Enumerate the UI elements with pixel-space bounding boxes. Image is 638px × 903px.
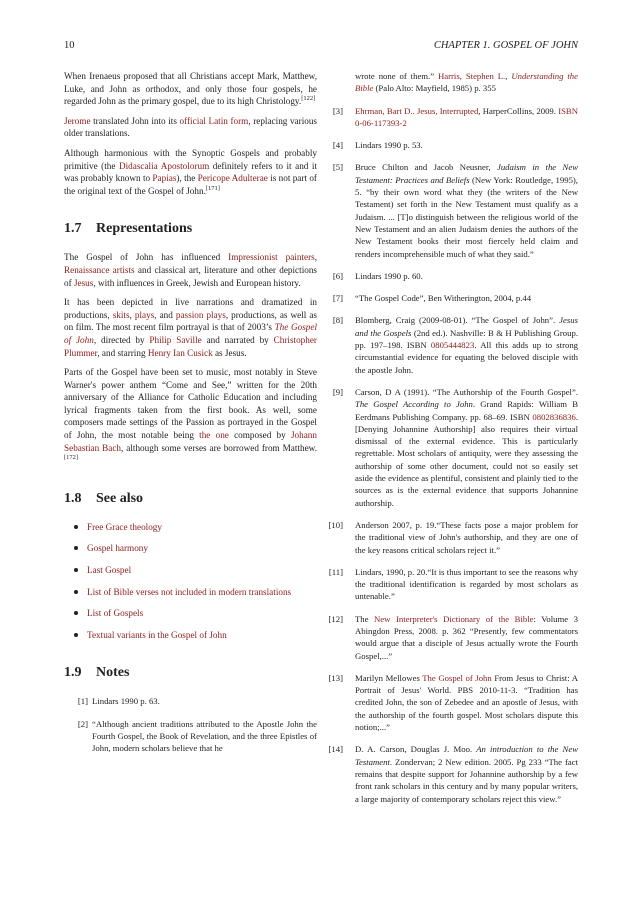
note-11: [11] Lindars, 1990, p. 20.“It is thus important to see the reasons why the traditional identification is regarded by most scholars as untenable.” [328, 566, 578, 602]
bullet-icon [74, 633, 78, 637]
see-also-link[interactable]: Gospel harmony [87, 543, 148, 554]
see-also-list [64, 521, 317, 642]
note-13: [13] Marilyn Mellowes The Gospel of John From Jesus to Christ: A Portrait of Jesus' World. PBS 2010-11-3. “Tradition has credited John, the son of Zebedee and an apostle of Jesus, with the authorship of the fourth gospel. Most scholars dispute this notion;...” [328, 672, 578, 733]
note-5: [5] Bruce Chilton and Jacob Neusner, Judaism in the New Testament: Practices and Beliefs (New York: Routledge, 1995), 5. “by their own word what they (the writers of the New Testament) set forth in the New Testament must qualify as a Judaism. ... [T]o distinguish between the religious world of the New Testament and an alien Judaism denies the authors of the New Testament books their most fiercely held claim and renders incomprehensible much of what they said.” [332, 162, 578, 259]
note-4: [4] Lindars 1990 p. 53. [332, 140, 423, 151]
link-ehrman[interactable]: Ehrman, Bart D.. Jesus, Interrupted [355, 105, 479, 116]
intro-paragraph-1: When Irenaeus proposed that all Christians accept Mark, Matthew, Luke, and John as orthodox, and only those four gospels, he regarded John as the primary gospel, due to its high Christology.[122] [64, 71, 317, 107]
representations-paragraph-1: The Gospel of John has influenced Impressionist painters, Renaissance artists and classical art, literature and other depictions of Jesus, with influences in Greek, Jewish and European history. [64, 252, 318, 288]
representations-paragraph-2: It has been depicted in live narrations and dramatized in productions, skits, plays, and passion plays, productions, as well as on film. The most recent film portrayal is that of 2003’s The Gospel of John, directed by Philip Saville and narrated by Christopher Plummer, and starring Henry Ian Cusick as Jesus. [64, 297, 317, 358]
link-new-interpreters-dictionary[interactable]: New Interpreter's Dictionary of the Bible [374, 613, 534, 624]
see-also-link[interactable]: List of Gospels [87, 608, 144, 619]
link-bach[interactable]: Johann Sebastian Bach [64, 430, 317, 453]
note-2-continued: wrote none of them.” Harris, Stephen L., Understanding the Bible (Palo Alto: Mayfield, 1985) p. 355 [355, 71, 578, 94]
note-1: [1] Lindars 1990 p. 63. [77, 696, 160, 707]
link-impressionist-painters[interactable]: Impressionist painters [228, 252, 315, 263]
link-christopher-plummer[interactable]: Christopher Plummer [64, 334, 317, 358]
link-papias[interactable]: Papias [152, 173, 177, 184]
link-jerome[interactable]: Jerome [64, 115, 91, 126]
link-isbn[interactable]: ISBN 0-06-117393-2 [355, 105, 578, 128]
intro-paragraph-2: Jerome translated John into its official Latin form, replacing various older translations. [64, 115, 318, 139]
link-pericope[interactable]: Pericope Adulterae [197, 173, 268, 184]
list-item [64, 607, 317, 620]
link-didascalia[interactable]: Didascalia Apostolorum [118, 160, 210, 171]
see-also-link[interactable]: Last Gospel [87, 565, 132, 576]
list-item [64, 586, 317, 599]
bullet-icon [74, 546, 78, 550]
citation[interactable]: [122] [301, 95, 316, 103]
link-the-one[interactable]: the one [199, 430, 229, 441]
note-7: [7] “The Gospel Code”, Ben Witherington, 2004, p.44 [332, 293, 532, 304]
note-9: [9] Carson, D A (1991). “The Authorship of the Fourth Gospel”. The Gospel According to John. Grand Rapids: William B Eerdmans Publishing Company. pp. 68–69. ISBN 0802836836. [Denying Johannine Authorship] also requires their virtual dismissal of the external evidence. This is particularly regrettable. Most scholars of antiquity, were they assessing the authorship of some other document, could not so easily set aside the evidence as plentiful, consistent and plainly tied to the sources as is the external evidence that supports Johannine authorship. [332, 386, 578, 508]
note-10: [10] Anderson 2007, p. 19.“These facts pose a major problem for the traditional view of John's authorship, and they are one of the key reasons critical scholars reject it.” [328, 519, 578, 555]
see-also-link[interactable]: Textual variants in the Gospel of John [87, 629, 227, 640]
link-understanding-the-bible[interactable]: Understanding the Bible [355, 71, 578, 94]
page-number: 10 [64, 40, 75, 51]
list-item [64, 629, 317, 642]
link-harris[interactable]: Harris, Stephen L. [438, 71, 506, 81]
bullet-icon [74, 611, 78, 615]
bullet-icon [74, 568, 78, 572]
bullet-icon [74, 525, 78, 529]
section-heading-representations: 1.7 Representations [64, 221, 193, 237]
see-also-link[interactable]: List of Bible verses not included in modern translations [87, 586, 292, 597]
list-item [64, 521, 317, 534]
link-jesus[interactable]: Jesus [73, 277, 94, 288]
bullet-icon [74, 590, 78, 594]
citation[interactable]: [171] [205, 184, 220, 192]
list-item [64, 542, 317, 555]
chapter-header: CHAPTER 1. GOSPEL OF JOHN [433, 40, 578, 51]
note-6: [6] Lindars 1990 p. 60. [332, 270, 423, 281]
link-renaissance-artists[interactable]: Renaissance artists [64, 264, 135, 275]
link-official-latin-form[interactable]: official Latin form [179, 115, 249, 126]
link-isbn[interactable]: 0805444823 [430, 340, 475, 351]
link-skits[interactable]: skits [112, 309, 130, 320]
note-3: [3] Ehrman, Bart D.. Jesus, Interrupted, HarperCollins, 2009. ISBN 0-06-117393-2 [332, 105, 578, 128]
representations-paragraph-3: Parts of the Gospel have been set to music, most notably in Steve Warner's power anthem “Come and See,” written for the 20th anniversary of the Alliance for Catholic Education and including lyrical fragments taken from the first book. As well, some composers made settings of the Passion as portrayed in the Gospel of John, the most notable being the one composed by Johann Sebastian Bach, although some verses are borrowed from Matthew.[172] [64, 367, 317, 462]
link-gospel-of-john-film[interactable]: The Gospel of John [64, 322, 317, 345]
link-henry-ian-cusick[interactable]: Henry Ian Cusick [147, 347, 213, 358]
intro-paragraph-3: Although harmonious with the Synoptic Gospels and probably primitive (the Didascalia Apostolorum definitely refers to it and it was probably known to Papias), the Pericope Adulterae is not part of the original text of the Gospel of John.[171] [64, 147, 317, 196]
link-isbn[interactable]: 0802836836 [532, 411, 576, 422]
note-12: [12] The New Interpreter's Dictionary of the Bible: Volume 3 Abingdon Press, 2008. p. 362 “Presently, few commentators would argue that a disciple of Jesus actually wrote the Fourth Gospel,...” [328, 613, 578, 661]
link-plays[interactable]: plays [134, 309, 155, 320]
left-column [64, 70, 317, 765]
see-also-link[interactable]: Free Grace theology [87, 521, 162, 532]
link-passion-plays[interactable]: passion plays [175, 309, 226, 320]
link-gospel-of-john-pbs[interactable]: The Gospel of John [422, 672, 492, 683]
list-item [64, 564, 317, 577]
link-philip-saville[interactable]: Philip Saville [149, 334, 202, 345]
right-column [325, 70, 578, 815]
section-heading-notes: 1.9 Notes [64, 665, 130, 681]
note-14: [14] D. A. Carson, Douglas J. Moo. An introduction to the New Testament. Zondervan; 2 New edition. 2005. Pg 233 “The fact remains that despite support for Johannine authorship by a few front rank scholars in this century and by many popular writers, a large majority of contemporary scholars reject this view.” [328, 744, 578, 804]
citation[interactable]: [172] [64, 454, 79, 462]
section-heading-see-also: 1.8 See also [64, 490, 144, 506]
note-2: [2] “Although ancient traditions attributed to the Apostle John the Fourth Gospel, the Book of Revelation, and the three Epistles of John, modern scholars believe that he [77, 718, 317, 754]
note-8: [8] Blomberg, Craig (2009-08-01). “The Gospel of John”. Jesus and the Gospels (2nd ed.). Nashville: B & H Publishing Group. pp. 197–198. ISBN 0805444823. All this adds up to strong circumstantial evidence for equating the beloved disciple with the apostle John. [332, 315, 579, 375]
